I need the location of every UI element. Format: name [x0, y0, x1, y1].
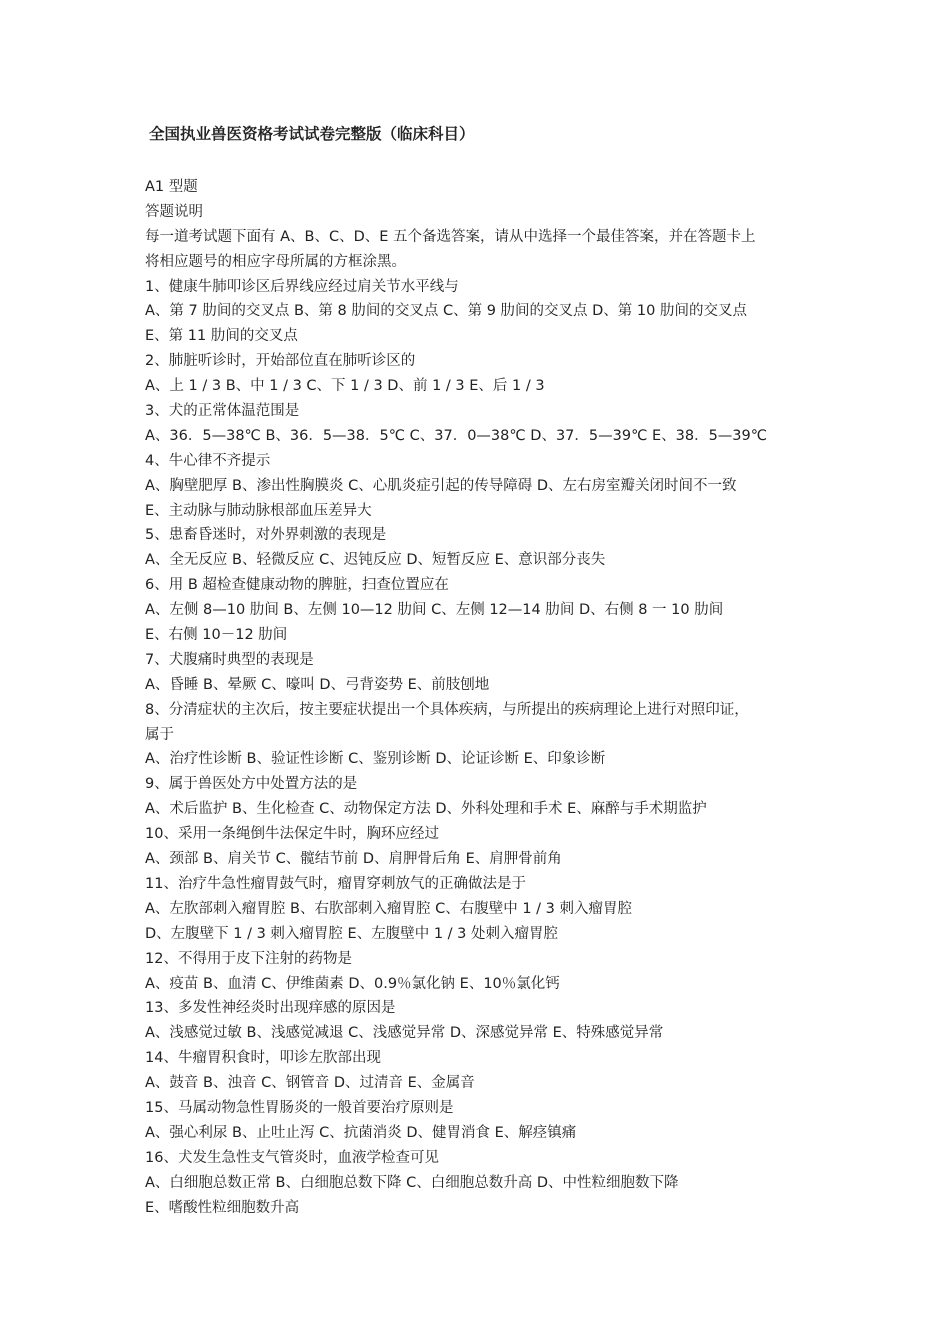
question-line: 9、属于兽医处方中处置方法的是	[145, 776, 358, 793]
question-line: A、颈部 B、肩关节 C、髋结节前 D、肩胛骨后角 E、肩胛骨前角	[145, 851, 562, 868]
title-spacer	[145, 148, 835, 175]
question-line: E、右侧 10－12 肋间	[145, 627, 288, 644]
question-line: 13、多发性神经炎时出现痒感的原因是	[145, 1000, 396, 1017]
question-line: 4、牛心律不齐提示	[145, 452, 271, 469]
question-line: A、白细胞总数正常 B、白细胞总数下降 C、白细胞总数升高 D、中性粒细胞数下降	[145, 1174, 679, 1191]
question-line: A、强心利尿 B、止吐止泻 C、抗菌消炎 D、健胃消食 E、解痉镇痛	[145, 1124, 577, 1141]
question-line: A、胸壁肥厚 B、渗出性胸膜炎 C、心肌炎症引起的传导障碍 D、左右房室瓣关闭时间不一致	[145, 477, 737, 494]
question-line: 8、分清症状的主次后，按主要症状提出一个具体疾病，与所提出的疾病理论上进行对照印证，	[145, 701, 749, 718]
question-line: 5、患畜昏迷时，对外界刺激的表现是	[145, 527, 387, 544]
question-line: 10、采用一条绳倒牛法保定牛时，胸环应经过	[145, 826, 439, 843]
question-line: 14、牛瘤胃积食时，叩诊左肷部出现	[145, 1050, 381, 1067]
question-line: 12、不得用于皮下注射的药物是	[145, 950, 352, 967]
question-line: A、左肷部刺入瘤胃腔 B、右肷部刺入瘤胃腔 C、右腹壁中 1 / 3 刺入瘤胃腔	[145, 900, 632, 917]
question-line: 1、健康牛肺叩诊区后界线应经过肩关节水平线与	[145, 278, 459, 295]
question-line: 2、肺脏听诊时，开始部位直在肺听诊区的	[145, 353, 416, 370]
document-title: 全国执业兽医资格考试试卷完整版（临床科目）	[149, 125, 475, 143]
question-line: 15、马属动物急性胃肠炎的一般首要治疗原则是	[145, 1099, 454, 1116]
question-list	[145, 275, 835, 1221]
question-line: A、上 1 / 3 B、中 1 / 3 C、下 1 / 3 D、前 1 / 3 E、后 1 / 3	[145, 378, 545, 395]
question-line: 7、犬腹痛时典型的表现是	[145, 651, 314, 668]
question-line: E、嗜酸性粒细胞数升高	[145, 1199, 300, 1216]
document-page	[145, 120, 835, 1220]
instruction-line: 每一道考试题下面有 A、B、C、D、E 五个备选答案，请从中选择一个最佳答案，并在答题卡上	[145, 228, 756, 245]
question-line: A、昏睡 B、晕厥 C、嚎叫 D、弓背姿势 E、前肢刨地	[145, 676, 490, 693]
instructions-text	[145, 225, 835, 275]
question-line: A、左侧 8—10 肋间 B、左侧 10—12 肋间 C、左侧 12—14 肋间 D、右侧 8 一 10 肋间	[145, 602, 724, 619]
question-line: E、第 11 肋间的交叉点	[145, 328, 298, 345]
question-line: A、鼓音 B、浊音 C、钢管音 D、过清音 E、金属音	[145, 1075, 475, 1092]
section-heading: A1 型题	[145, 179, 198, 195]
question-line: 6、用 B 超检查健康动物的脾脏，扫查位置应在	[145, 577, 449, 594]
question-line: E、主动脉与肺动脉根部血压差异大	[145, 502, 372, 519]
question-line: 属于	[145, 726, 174, 743]
instruction-line: 将相应题号的相应字母所属的方框涂黑。	[145, 253, 406, 270]
question-line: D、左腹壁下 1 / 3 刺入瘤胃腔 E、左腹壁中 1 / 3 处刺入瘤胃腔	[145, 925, 558, 942]
question-line: 3、犬的正常体温范围是	[145, 403, 300, 420]
question-line: 16、犬发生急性支气管炎时，血液学检查可见	[145, 1149, 439, 1166]
question-line: A、浅感觉过敏 B、浅感觉减退 C、浅感觉异常 D、深感觉异常 E、特殊感觉异常	[145, 1025, 664, 1042]
question-line: A、疫苗 B、血清 C、伊维菌素 D、0.9％氯化钠 E、10％氯化钙	[145, 975, 560, 992]
question-line: A、术后监护 B、生化检查 C、动物保定方法 D、外科处理和手术 E、麻醉与手术期监护	[145, 801, 707, 818]
question-line: 11、治疗牛急性瘤胃鼓气时，瘤胃穿刺放气的正确做法是于	[145, 875, 526, 892]
question-line: A、36．5—38℃ B、36．5—38．5℃ C、37．0—38℃ D、37．5—39℃ E、38．5—39℃	[145, 427, 768, 444]
question-line: A、治疗性诊断 B、验证性诊断 C、鉴别诊断 D、论证诊断 E、印象诊断	[145, 751, 606, 768]
question-line: A、第 7 肋间的交叉点 B、第 8 肋间的交叉点 C、第 9 肋间的交叉点 D、第 10 肋间的交叉点	[145, 303, 747, 320]
instructions-heading: 答题说明	[145, 203, 203, 220]
question-line: A、全无反应 B、轻微反应 C、迟钝反应 D、短暂反应 E、意识部分丧失	[145, 552, 606, 569]
